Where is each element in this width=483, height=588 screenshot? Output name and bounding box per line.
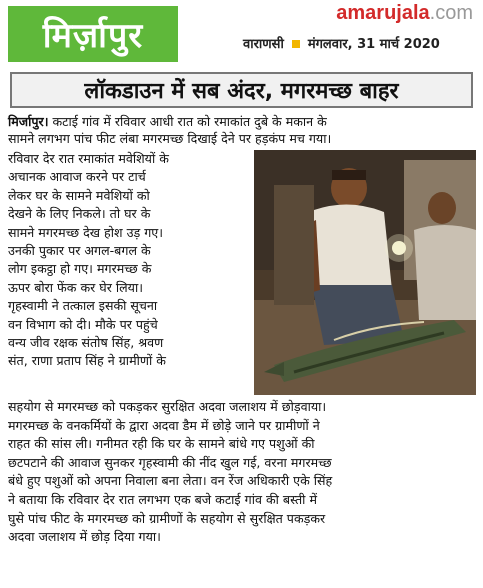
- column-line: संत, राणा प्रताप सिंह ने ग्रामीणों के: [8, 353, 166, 369]
- lead-line-text: कटाई गांव में रविवार आधी रात को रमाकांत दुबे के मकान के: [48, 114, 327, 129]
- column-line: सामने मगरमच्छ देख होश उड़ गए।: [8, 224, 164, 240]
- headline: लॉकडाउन में सब अंदर, मगरमच्छ बाहर: [10, 72, 473, 108]
- brand-logo: [336, 2, 473, 25]
- body-line: मगरमच्छ के वनकर्मियों के द्वारा अदवा डैम में छोड़े जाने पर ग्रामीणों ने: [8, 417, 320, 433]
- date-label: मंगलवार, 31 मार्च 2020: [307, 37, 440, 52]
- body-line: सहयोग से मगरमच्छ को पकड़कर सुरक्षित अदवा जलाशय में छोड़वाया।: [8, 399, 327, 414]
- column-line: वन्य जीव रक्षक संतोष सिंह, श्रवण: [8, 335, 164, 351]
- brand-name: amarujala: [336, 2, 430, 24]
- column-line: ऊपर बोरा फेंक कर घेर लिया।: [8, 279, 144, 295]
- city-label: मिर्ज़ापुर: [8, 6, 178, 62]
- news-photo: [254, 150, 476, 395]
- column-line: देखने के लिए निकले। तो घर के: [8, 206, 151, 222]
- article-lead: [8, 113, 477, 148]
- column-line: उनकी पुकार पर अगल-बगल के: [8, 243, 151, 259]
- dateline-separator: [292, 40, 300, 48]
- body-line: छटपटाने की आवाज सुनकर गृहस्वामी की नींद खुल गई, वरना मगरमच्छ: [8, 454, 332, 470]
- body-line: घुसे पांच फीट के मगरमच्छ को ग्रामीणों के सहयोग से सुरक्षित पकड़कर: [8, 510, 326, 526]
- dateline-city: मिर्जापुर।: [8, 114, 49, 129]
- lead-line: [8, 113, 477, 130]
- article-column: [8, 150, 251, 371]
- column-line: रविवार देर रात रमाकांत मवेशियों के: [8, 151, 169, 166]
- body-line: ने बताया कि रविवार देर रात लगभग एक बजे कटाई गांव की बस्ती में: [8, 491, 317, 507]
- column-line: लेकर घर के सामने मवेशियों को: [8, 187, 150, 203]
- lead-line: सामने लगभग पांच फीट लंबा मगरमच्छ दिखाई देने पर हड़कंप मच गया।: [8, 131, 332, 147]
- photo-illustration: [254, 150, 476, 395]
- brand-tld: .com: [429, 2, 473, 24]
- body-line: बंधे हुए पशुओं को अपना निवाला बना लेता। वन रेंज अधिकारी एके सिंह: [8, 473, 333, 489]
- column-line: अचानक आवाज करने पर टार्च: [8, 169, 146, 185]
- body-line: अदवा जलाशय में छोड़ दिया गया।: [8, 529, 161, 545]
- column-line: लोग इकट्ठा हो गए। मगरमच्छ के: [8, 261, 152, 277]
- masthead: [0, 0, 483, 68]
- column-line: वन विभाग को दी। मौके पर पहुंचे: [8, 316, 158, 332]
- location-label: वाराणसी: [243, 37, 284, 52]
- dateline: [243, 34, 440, 52]
- column-line: गृहस्वामी ने तत्काल इसकी सूचना: [8, 298, 158, 314]
- article-continuation: [8, 398, 477, 547]
- body-line: राहत की सांस ली। गनीमत रही कि घर के सामने बांधे गए पशुओं की: [8, 436, 315, 452]
